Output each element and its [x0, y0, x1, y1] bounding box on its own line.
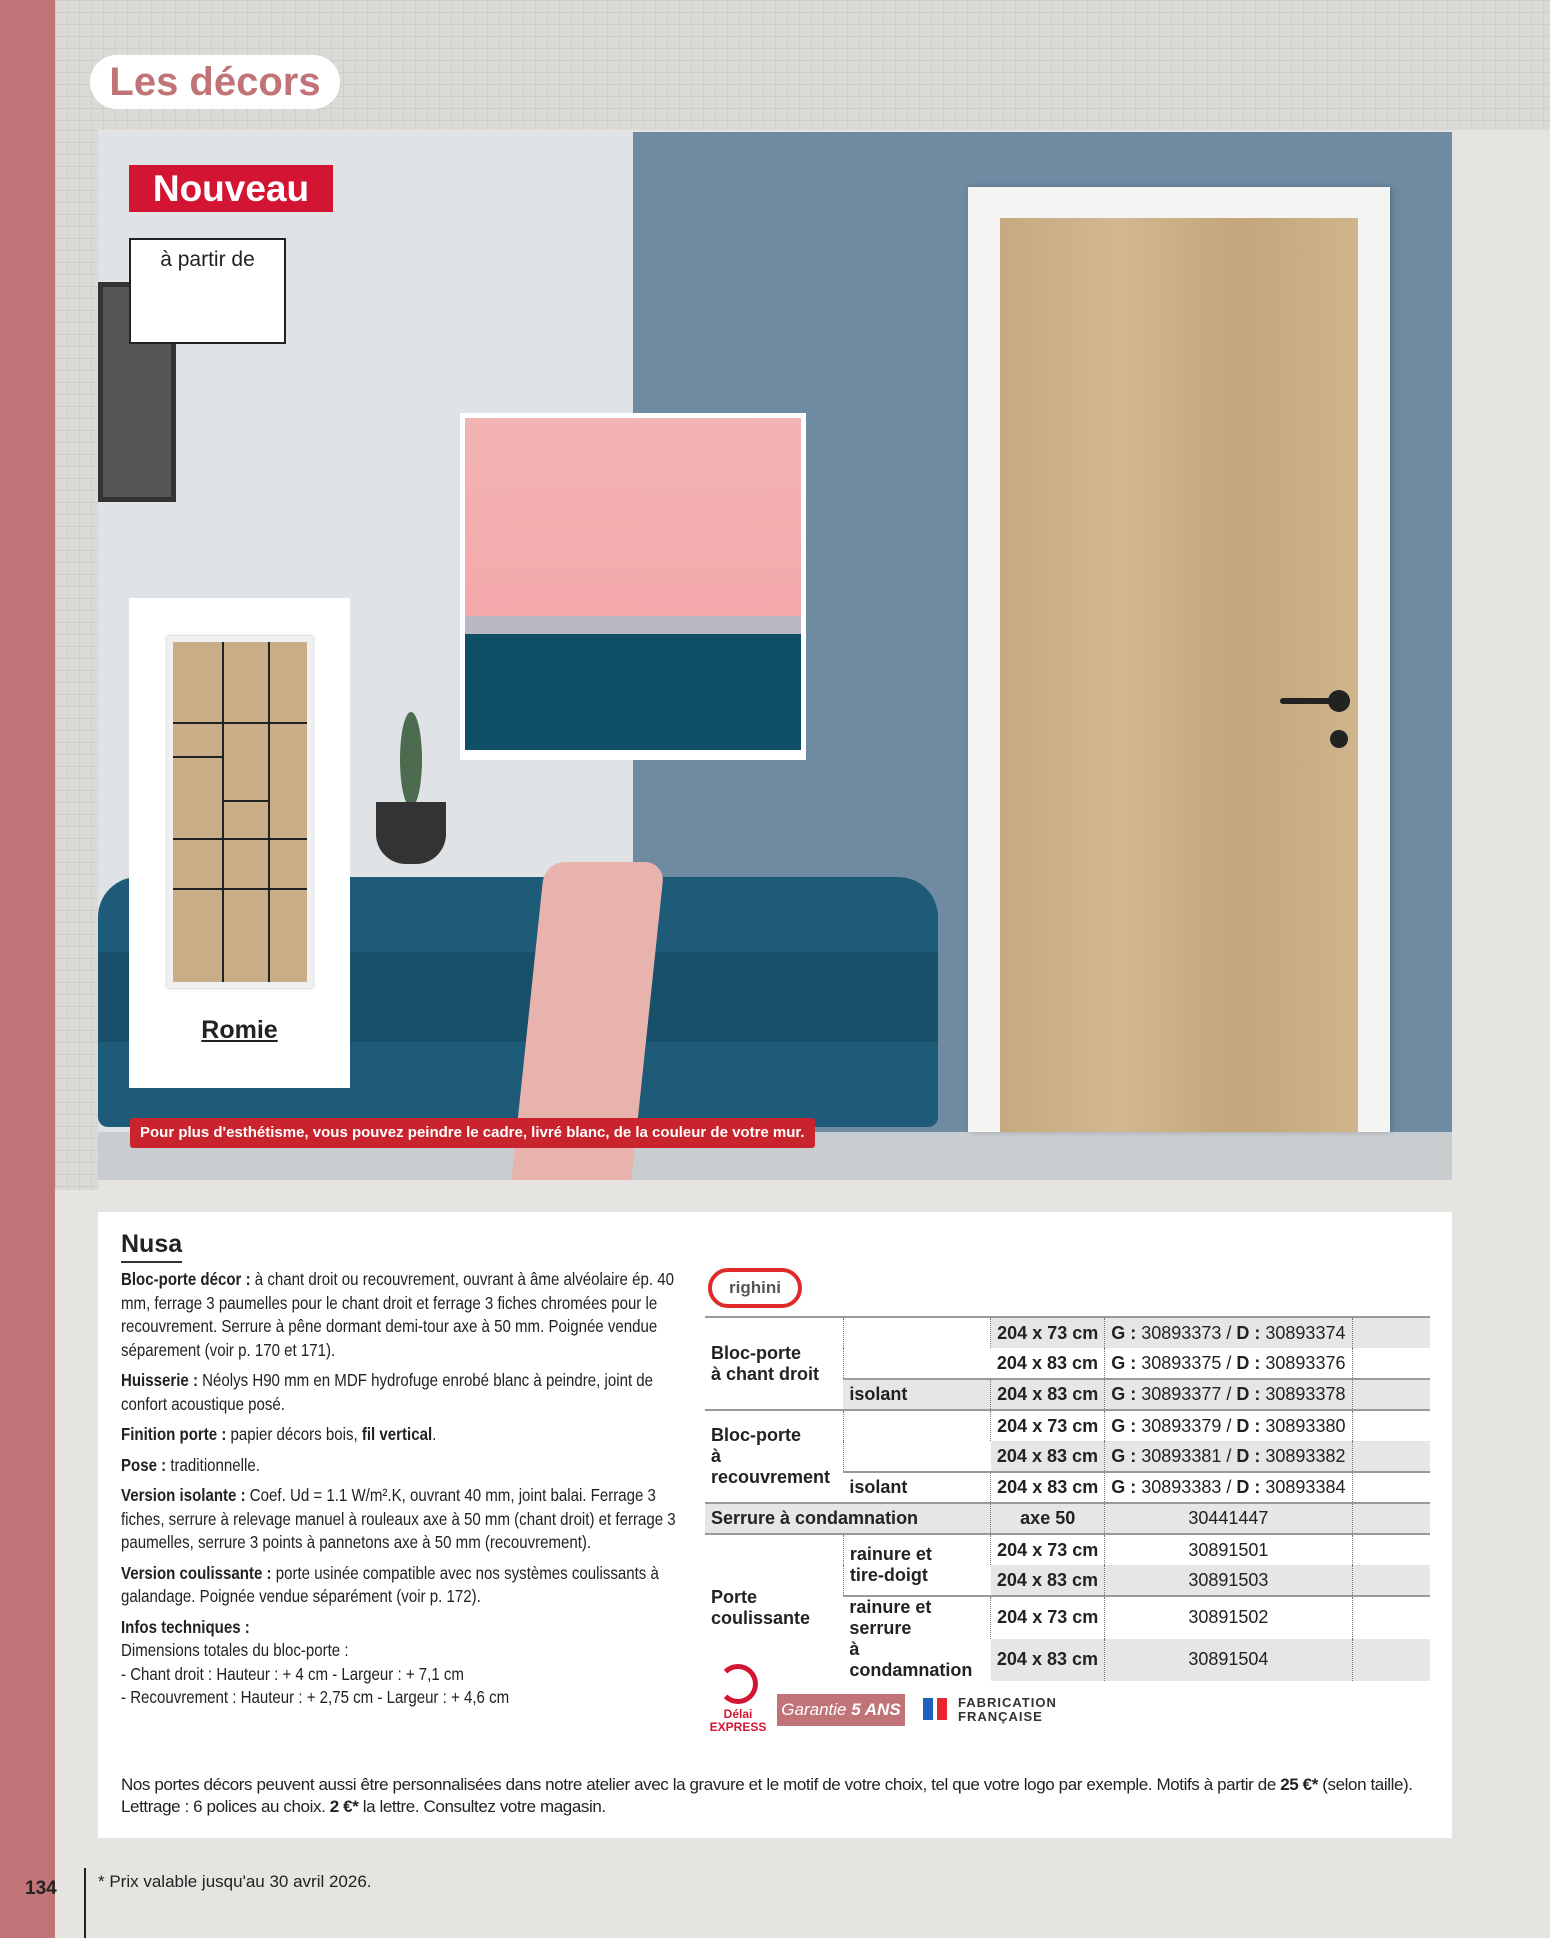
page-number: 134 [25, 1878, 57, 1899]
romie-label: Romie [201, 1016, 278, 1044]
table-row: rainure et serrure à condamnation 204 x 73 cm 30891502 [705, 1596, 1430, 1639]
plant-leaf [400, 712, 422, 807]
warranty-badge: Garantie 5 ANS [777, 1694, 905, 1726]
product-name: Nusa [121, 1230, 182, 1263]
table-row: Bloc-porte à recouvrement 204 x 73 cm G : 30893379 / D : 30893380 [705, 1410, 1430, 1441]
product-description: Bloc-porte décor : à chant droit ou recouvrement, ouvrant à âme alvéolaire ép. 40 mm, ferrage 3 paumelles pour le chant droit et ferrage 3 fiches chromées pour le recouvrement. Serrure à pêne dormant demi-tour axe à 50 mm. Poignée vendue séparement (voir p. 170 et 171). Huisserie : Néolys H90 mm en MDF hydrofuge enrobé blanc à peindre, joint de confort acoustique posé. Finition porte : papier décors bois, fil vertical. Pose : traditionnelle. Version isolante : Coef. Ud = 1.1 W/m².K, ouvrant 40 mm, joint balai. Ferrage 3 fiches, serrure à relevage manuel à rouleaux axe à 50 mm (chant droit) et ferrage 3 paumelles, serrure 3 points à pannetons axe à 50 mm (recouvrement). Version coulissante : porte usinée compatible avec nos systèmes coulissants à galandage. Poignée vendue séparément (voir p. 172). Infos techniques : Dimensions totales du bloc-porte : - Chant droit : Hauteur : + 4 cm - Largeur : + 7,1 cm - Recouvrement : Hauteur : + 2,75 cm - Largeur : + 4,6 cm [121, 1269, 676, 1707]
table-row: Porte coulissante rainure et tire-doigt 204 x 73 cm 30891501 [705, 1534, 1430, 1565]
door-frame [968, 187, 1390, 1132]
table-row: 204 x 83 cm G : 30893375 / D : 30893376 [705, 1348, 1430, 1379]
made-in-france-label: FABRICATION FRANÇAISE [958, 1695, 1057, 1724]
section-title: Les décors [90, 55, 340, 109]
customization-note: Nos portes décors peuvent aussi être personnalisées dans notre atelier avec la gravure et le motif de votre choix, tel que votre logo par exemple. Motifs à partir de 25 €* (selon taille). Lettrage : 6 polices au choix. 2 €* la lettre. Consultez votre magasin. [121, 1775, 1413, 1816]
righini-logo: righini [708, 1268, 802, 1308]
painting [460, 413, 806, 760]
product-info-panel [98, 1212, 1452, 1838]
romie-door-image [167, 636, 313, 988]
table-row: 204 x 83 cm G : 30893381 / D : 30893382 [705, 1441, 1430, 1472]
product-photo [98, 132, 1452, 1180]
price-box [129, 238, 286, 344]
table-row: Serrure à condamnation axe 50 30441447 [705, 1503, 1430, 1534]
french-flag-icon [923, 1698, 959, 1720]
door-knob [1328, 690, 1350, 712]
reference-table [705, 1316, 1430, 1681]
timer-icon [718, 1664, 758, 1704]
table-row: isolant 204 x 83 cm G : 30893377 / D : 30893378 [705, 1379, 1430, 1410]
delai-express-badge: Délai EXPRESS [708, 1664, 768, 1734]
left-color-bar [0, 0, 55, 1938]
door-nusa [1000, 218, 1358, 1132]
badges [708, 1664, 1108, 1744]
background-grid-left [55, 130, 98, 1190]
door-lock [1330, 730, 1348, 748]
price-prefix: à partir de [160, 248, 255, 271]
table-row: Bloc-porte à chant droit 204 x 73 cm G : 30893373 / D : 30893374 [705, 1317, 1430, 1348]
table-row: 204 x 83 cm 30891504 [705, 1639, 1430, 1682]
table-row: isolant 204 x 83 cm G : 30893383 / D : 30893384 [705, 1472, 1430, 1503]
new-badge: Nouveau [129, 165, 333, 212]
photo-caption: Pour plus d'esthétisme, vous pouvez peindre le cadre, livré blanc, de la couleur de votre mur. [130, 1118, 815, 1148]
plant-pot [376, 802, 446, 864]
footer-divider [84, 1868, 86, 1938]
table-row: 204 x 83 cm 30891503 [705, 1565, 1430, 1596]
footnote: * Prix valable jusqu'au 30 avril 2026. [98, 1872, 372, 1891]
romie-inset-card [129, 598, 350, 1088]
